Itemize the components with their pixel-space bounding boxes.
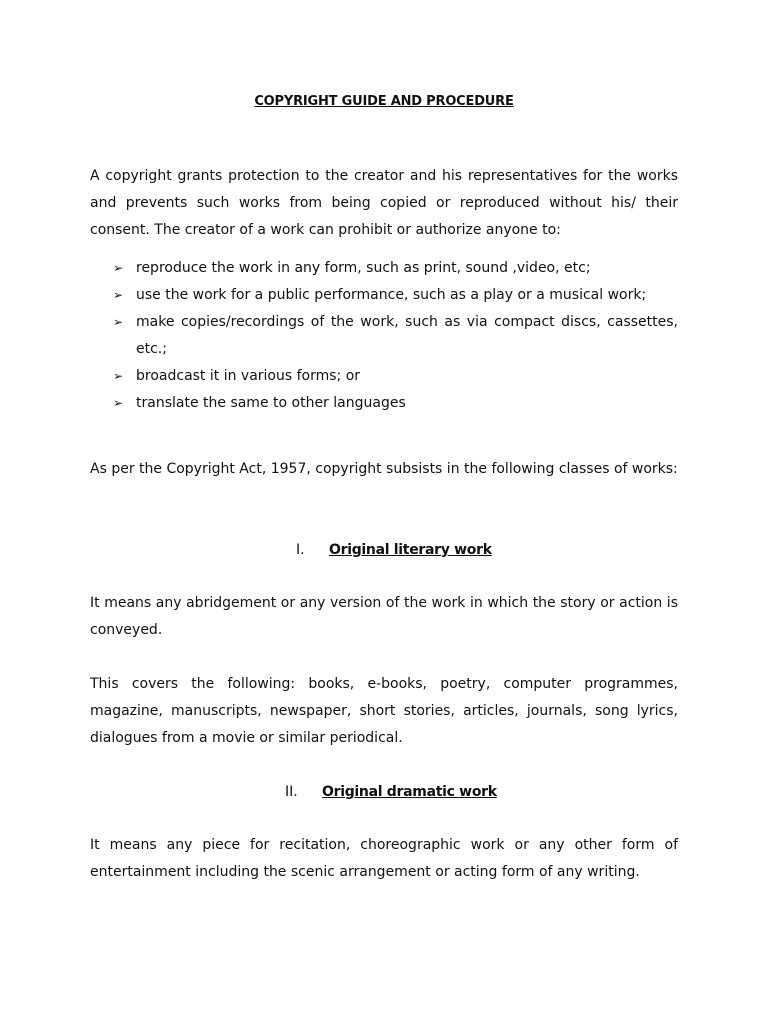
section-number: I. <box>296 542 305 558</box>
list-item <box>113 282 678 309</box>
list-item-text: use the work for a public performance, such as a play or a musical work; <box>136 287 647 303</box>
intro-paragraph: A copyright grants protection to the creator and his representatives for the works and prevents such works from being copied or reproduced without his/ their consent. The creator of a work can prohibit or authorize anyone to: <box>90 168 678 238</box>
act-paragraph: As per the Copyright Act, 1957, copyright subsists in the following classes of works: <box>90 461 678 477</box>
literary-coverage-paragraph: This covers the following: books, e-books, poetry, computer programmes, magazine, manuscripts, newspaper, short stories, articles, journals, song lyrics, dialogues from a movie or similar periodical. <box>90 676 678 746</box>
list-item-text: reproduce the work in any form, such as print, sound ,video, etc; <box>136 260 591 276</box>
arrow-bullet-icon: ➢ <box>113 315 124 329</box>
document-title: COPYRIGHT GUIDE AND PROCEDURE <box>254 94 514 109</box>
list-item-text: broadcast it in various forms; or <box>136 368 361 384</box>
arrow-bullet-icon: ➢ <box>113 261 124 275</box>
list-item-text: translate the same to other languages <box>136 395 406 411</box>
literary-definition-paragraph: It means any abridgement or any version of the work in which the story or action is conveyed. <box>90 595 678 638</box>
rights-list <box>113 255 678 417</box>
section-title: Original dramatic work <box>322 784 497 800</box>
arrow-bullet-icon: ➢ <box>113 288 124 302</box>
list-item <box>113 390 678 417</box>
arrow-bullet-icon: ➢ <box>113 369 124 383</box>
section-title: Original literary work <box>329 542 492 558</box>
list-item <box>113 309 678 363</box>
list-item <box>113 255 678 282</box>
dramatic-definition-paragraph: It means any piece for recitation, choreographic work or any other form of entertainment including the scenic arrangement or acting form of any writing. <box>90 837 678 880</box>
list-item <box>113 363 678 390</box>
list-item-text: make copies/recordings of the work, such as via compact discs, cassettes, etc.; <box>136 314 678 357</box>
arrow-bullet-icon: ➢ <box>113 396 124 410</box>
section-number: II. <box>285 784 298 800</box>
